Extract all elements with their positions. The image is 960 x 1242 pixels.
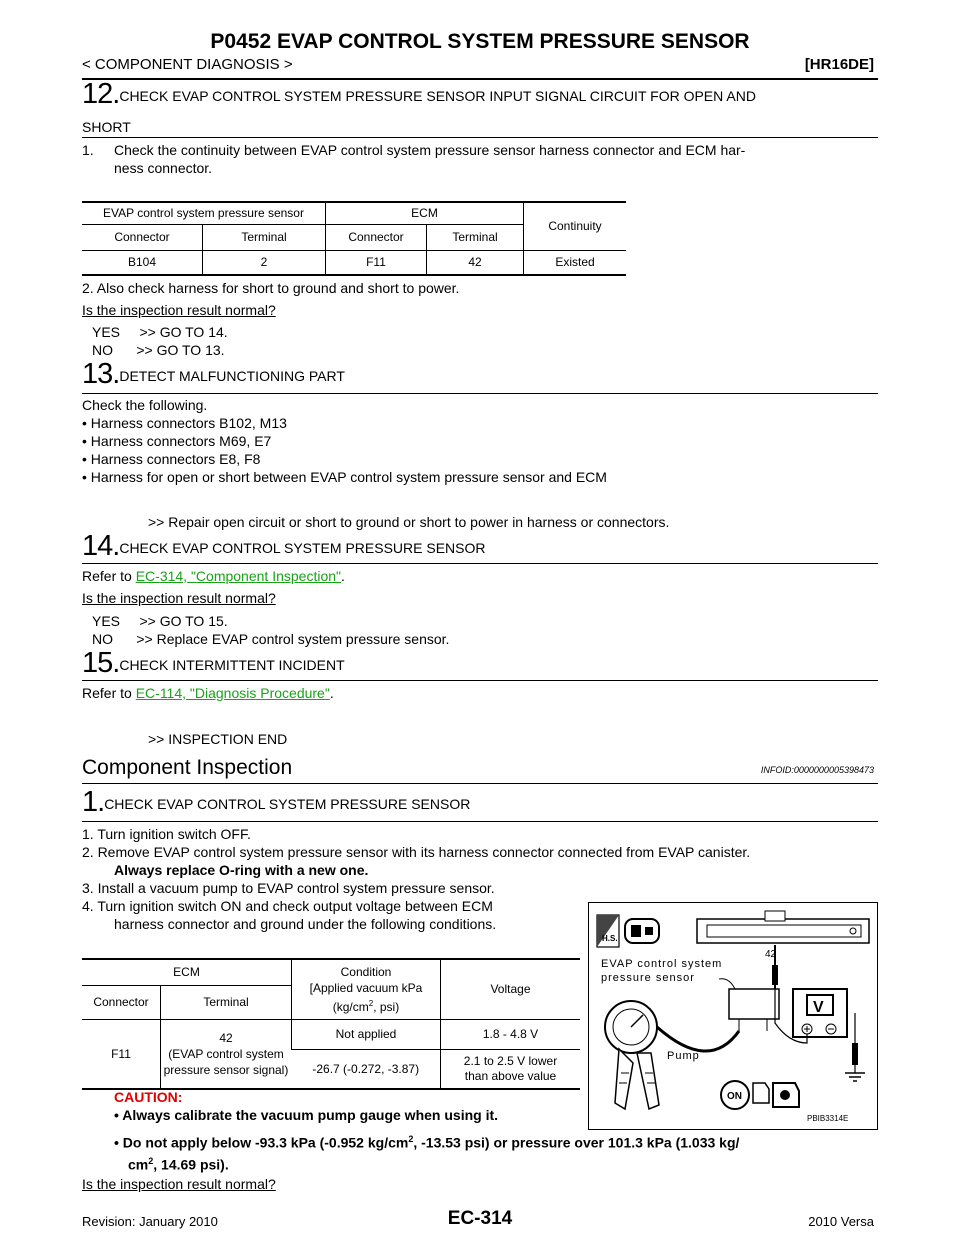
pressure-sensor-drawing <box>729 989 779 1031</box>
cell: 42 <box>427 250 524 275</box>
vacuum-pump-drawing <box>605 1001 659 1109</box>
cell: 2 <box>203 250 326 275</box>
procedure-step: 3. Install a vacuum pump to EVAP control system pressure sensor. <box>82 880 495 896</box>
caution-text: • Do not apply below -93.3 kPa (-0.952 kg/cm <box>114 1134 409 1151</box>
step-number: 14. <box>82 530 120 562</box>
cell: 1.8 - 4.8 V <box>441 1019 581 1049</box>
col-condition <box>292 959 441 1019</box>
section-rule <box>82 783 878 784</box>
inspection-figure <box>588 902 878 1130</box>
col-terminal: Terminal <box>427 224 524 250</box>
caution-sup: 2 <box>408 1134 414 1144</box>
header-rule <box>82 78 878 80</box>
col-voltage: Voltage <box>441 959 581 1019</box>
procedure-note: Always replace O-ring with a new one. <box>114 862 369 878</box>
step-rule <box>82 680 878 681</box>
step-12-heading-cont: SHORT <box>82 119 131 135</box>
unit-text: (kg/cm <box>332 999 369 1014</box>
inspection-question: Is the inspection result normal? <box>82 590 276 606</box>
cell: -26.7 (-0.272, -3.87) <box>292 1049 441 1089</box>
cell: F11 <box>326 250 427 275</box>
connector-icon <box>625 919 659 943</box>
caution-text: , 14.69 psi). <box>153 1156 229 1173</box>
page-title: P0452 EVAP CONTROL SYSTEM PRESSURE SENSOR <box>210 30 750 53</box>
unit-sup: 2 <box>368 998 374 1008</box>
refer-line <box>82 685 334 702</box>
step-12-heading <box>82 78 882 110</box>
step-12-item-1: Check the continuity between EVAP control system pressure sensor harness connector and ECM har- <box>114 142 746 158</box>
step-15-heading <box>82 647 882 679</box>
step-12-item-1-cont: ness connector. <box>114 160 213 176</box>
component-step-1-heading <box>82 786 882 818</box>
list-item: • Harness for open or short between EVAP control system pressure sensor and ECM <box>82 469 607 485</box>
step-number: 12. <box>82 78 120 110</box>
voltage-text: than above value <box>464 1068 557 1083</box>
col-terminal: Terminal <box>203 224 326 250</box>
section-label: < COMPONENT DIAGNOSIS > <box>82 56 293 73</box>
voltmeter-label: V <box>813 999 824 1016</box>
caution-item: • Always calibrate the vacuum pump gauge when using it. <box>114 1107 499 1123</box>
list-item: • Harness connectors B102, M13 <box>82 415 287 431</box>
voltmeter-drawing <box>793 989 847 1037</box>
sensor-label: EVAP control system <box>601 958 723 970</box>
condition-label: [Applied vacuum kPa <box>309 980 423 995</box>
ecm-connector-drawing <box>697 911 869 943</box>
col-ecm: ECM <box>326 202 524 224</box>
caution-text: , -13.53 psi) or pressure over 101.3 kPa (1.033 kg/ <box>413 1134 740 1151</box>
ignition-label: ON <box>727 1091 742 1102</box>
cell-terminal <box>161 1019 292 1089</box>
unit-text: , psi) <box>373 999 400 1014</box>
procedure-step-cont: harness connector and ground under the following conditions. <box>114 916 497 932</box>
answer-yes: YES >> GO TO 14. <box>92 324 228 340</box>
step-title: CHECK INTERMITTENT INCIDENT <box>119 657 345 673</box>
step-13-result: >> Repair open circuit or short to ground or short to power in harness or connectors. <box>148 514 670 530</box>
sensor-label: pressure sensor <box>601 972 695 984</box>
info-id: INFOID:0000000005398473 <box>760 765 874 775</box>
caution-text: cm <box>128 1156 149 1173</box>
figure-drawing <box>589 903 877 1129</box>
table-row <box>82 250 626 275</box>
section-heading: Component Inspection <box>82 756 293 779</box>
refer-text: Refer to <box>82 568 136 584</box>
col-continuity: Continuity <box>524 202 627 250</box>
answer-yes: YES >> GO TO 15. <box>92 613 228 629</box>
cell: Not applied <box>292 1019 441 1049</box>
caution-sup: 2 <box>148 1156 154 1166</box>
col-connector: Connector <box>82 985 161 1019</box>
col-terminal: Terminal <box>161 985 292 1019</box>
period: . <box>329 685 334 701</box>
step-rule <box>82 563 878 564</box>
voltage-text: 2.1 to 2.5 V lower <box>463 1053 558 1068</box>
step-14-heading <box>82 530 882 562</box>
figure-code: PBIB3314E <box>807 1114 849 1123</box>
cell: F11 <box>82 1019 161 1089</box>
link-component-inspection[interactable]: EC-314, "Component Inspection" <box>135 568 341 584</box>
procedure-step: 1. Turn ignition switch OFF. <box>82 826 251 842</box>
inspection-question: Is the inspection result normal? <box>82 1176 276 1192</box>
step-rule <box>82 821 878 822</box>
answer-no: NO >> GO TO 13. <box>92 342 225 358</box>
voltage-table <box>82 958 580 1090</box>
cell-voltage <box>441 1049 581 1089</box>
pump-label: Pump <box>667 1050 700 1062</box>
procedure-step: 2. Remove EVAP control system pressure sensor with its harness connector connected from EVAP canister. <box>82 844 751 860</box>
period: . <box>340 568 345 584</box>
step-13-heading <box>82 358 882 390</box>
col-connector: Connector <box>82 224 203 250</box>
inspection-question: Is the inspection result normal? <box>82 302 276 318</box>
step-12-item-1-num: 1. <box>82 142 94 158</box>
step-rule <box>82 137 878 138</box>
list-item: • Harness connectors E8, F8 <box>82 451 261 467</box>
engine-model: [HR16DE] <box>804 56 874 73</box>
step-12-item-2: 2. Also check harness for short to ground and short to power. <box>82 280 460 296</box>
col-connector: Connector <box>326 224 427 250</box>
step-title: CHECK EVAP CONTROL SYSTEM PRESSURE SENSOR INPUT SIGNAL CIRCUIT FOR OPEN AND <box>119 88 756 104</box>
step-number: 15. <box>82 647 120 679</box>
col-sensor: EVAP control system pressure sensor <box>82 202 326 224</box>
continuity-table <box>82 201 626 276</box>
pin-number: 42 <box>765 949 777 960</box>
step-title: CHECK EVAP CONTROL SYSTEM PRESSURE SENSOR <box>104 796 471 812</box>
check-intro: Check the following. <box>82 397 208 413</box>
footer-revision: Revision: January 2010 <box>82 1214 218 1229</box>
hs-label: H.S. <box>602 934 618 943</box>
page-number: EC-314 <box>447 1208 513 1229</box>
col-ecm: ECM <box>82 959 292 985</box>
cell: Existed <box>524 250 627 275</box>
ignition-on-icon <box>721 1081 799 1109</box>
condition-unit <box>292 996 440 1015</box>
refer-line <box>82 568 345 585</box>
step-title: CHECK EVAP CONTROL SYSTEM PRESSURE SENSOR <box>119 540 486 556</box>
condition-label: Condition <box>340 964 392 979</box>
refer-text: Refer to <box>82 685 136 701</box>
step-title: DETECT MALFUNCTIONING PART <box>119 368 345 384</box>
terminal-desc: (EVAP control system <box>168 1046 284 1061</box>
footer-model-year: 2010 Versa <box>808 1214 874 1229</box>
cell: B104 <box>82 250 203 275</box>
procedure-step: 4. Turn ignition switch ON and check output voltage between ECM <box>82 898 493 914</box>
table-row <box>82 1019 580 1049</box>
answer-no: NO >> Replace EVAP control system pressure sensor. <box>92 631 450 647</box>
terminal-desc: pressure sensor signal) <box>163 1062 289 1077</box>
step-number: 13. <box>82 358 120 390</box>
step-rule <box>82 393 878 394</box>
terminal-number: 42 <box>219 1030 233 1045</box>
list-item: • Harness connectors M69, E7 <box>82 433 272 449</box>
step-number: 1. <box>82 786 105 818</box>
link-diagnosis-procedure[interactable]: EC-114, "Diagnosis Procedure" <box>135 685 330 701</box>
caution-item-cont <box>128 1153 229 1174</box>
step-15-result: >> INSPECTION END <box>148 731 288 747</box>
caution-item <box>114 1131 884 1152</box>
caution-label: CAUTION: <box>114 1089 183 1105</box>
hs-icon <box>597 915 619 947</box>
